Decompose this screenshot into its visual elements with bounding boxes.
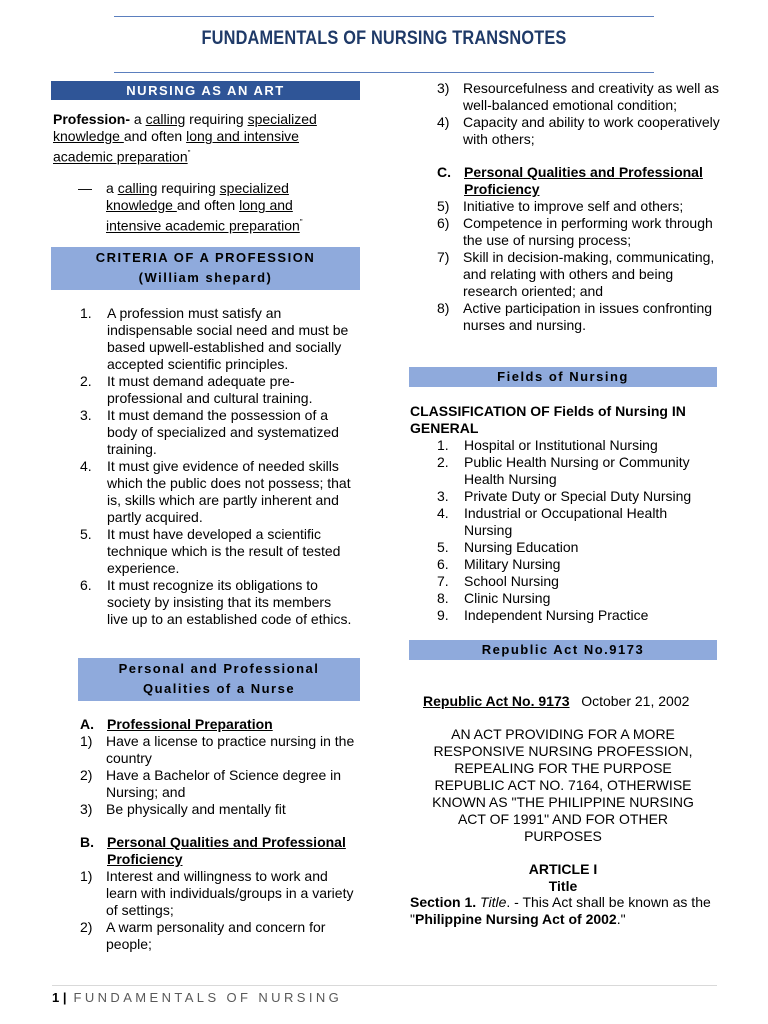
classification-heading: CLASSIFICATION OF Fields of Nursing IN GENERAL: [410, 403, 686, 436]
field-item: 8. Clinic Nursing: [437, 590, 551, 606]
ra-band: Republic Act No.9173: [409, 640, 717, 660]
quality-item: 5) Initiative to improve self and others;: [437, 198, 684, 214]
c-list: [409, 198, 721, 334]
nursing-art-band: NURSING AS AN ART: [51, 81, 360, 100]
field-item: 2. Public Health Nursing or Community Health Nursing: [437, 454, 690, 487]
ra-description: AN ACT PROVIDING FOR A MORE RESPONSIVE NURSING PROFESSION, REPEALING FOR THE PURPOSE REPUBLIC ACT NO. 7164, OTHERWISE KNOWN AS "THE PHILIPPINE NURSING ACT OF 1991" AND FOR OTHER PURPOSES: [432, 726, 694, 844]
ra-date: October 21, 2002: [581, 693, 690, 709]
footer-text: FUNDAMENTALS OF NURSING: [73, 990, 343, 1005]
criteria-item: 3. It must demand the possession of a body of specialized and systematized training.: [80, 407, 339, 457]
section-1: Section 1. Title. - This Act shall be known as the "Philippine Nursing Act of 2002.": [410, 894, 711, 927]
fields-list: [409, 437, 719, 624]
qualities-band: Personal and Professional Qualities of a Nurse: [78, 658, 360, 701]
section-b: B. Personal Qualities and Professional Proficiency 1) Interest and willingness to work and learn with individuals/groups in a variety of settings; 2) A warm personality and concern for people;: [52, 834, 362, 953]
criteria-item: 5. It must have developed a scientific technique which is the result of tested experience.: [80, 526, 341, 576]
field-item: 7. School Nursing: [437, 573, 559, 589]
field-item: 1. Hospital or Institutional Nursing: [437, 437, 658, 453]
field-item: 6. Military Nursing: [437, 556, 561, 572]
ra-name: Republic Act No. 9173: [423, 693, 570, 709]
prep-list: [52, 733, 362, 818]
dash-definition: — a calling requiring specialized knowledge and often long and intensive academic preparation": [78, 180, 303, 234]
criteria-item: 4. It must give evidence of needed skills which the public does not possess; that is, skills which are partly inherent and partly acquired.: [80, 458, 351, 525]
header-bottom-rule: [114, 72, 654, 73]
header-top-rule: [114, 16, 654, 17]
page-title: FUNDAMENTALS OF NURSING TRANSNOTES: [201, 28, 567, 49]
article-number: ARTICLE I: [528, 861, 598, 877]
criteria-item: 2. It must demand adequate pre-professional and cultural training.: [80, 373, 313, 406]
section-c-title: Personal Qualities and Professional Proficiency: [464, 164, 703, 197]
quality-item: 1) Interest and willingness to work and learn with individuals/groups in a variety of settings;: [80, 868, 354, 918]
footer-rule: [52, 985, 717, 986]
b-list: [52, 868, 362, 953]
ra-line: [423, 693, 723, 710]
dash-bullet: —: [78, 180, 92, 196]
prep-item: 2) Have a Bachelor of Science degree in Nursing; and: [80, 767, 342, 800]
section-c: C. Personal Qualities and Professional Proficiency 5) Initiative to improve self and others; 6) Competence in performing work through the use of nursing process; 7) Skill in decision-making, communicating, and relating with others and being research oriented; and 8) Active participation in issues confronting nurses and nursing.: [409, 164, 721, 334]
quality-item: 6) Competence in performing work through the use of nursing process;: [437, 215, 713, 248]
field-item: 9. Independent Nursing Practice: [437, 607, 649, 623]
prep-item: 3) Be physically and mentally fit: [80, 801, 286, 817]
continued-list: [409, 80, 721, 148]
criteria-list: [52, 305, 352, 628]
criteria-item: 1. A profession must satisfy an indispensable social need and must be based upwell-established and socially accepted scientific principles.: [80, 305, 349, 372]
field-item: 3. Private Duty or Special Duty Nursing: [437, 488, 692, 504]
profession-term: Profession-: [53, 111, 131, 127]
section-a-title: Professional Preparation: [107, 716, 273, 732]
criteria-band: CRITERIA OF A PROFESSION (William shepard): [51, 247, 360, 290]
section-a: A. Professional Preparation 1) Have a license to practice nursing in the country 2) Have a Bachelor of Science degree in Nursing; and 3) Be physically and mentally fit: [52, 716, 362, 818]
page-footer: [52, 989, 342, 1006]
quality-item: 7) Skill in decision-making, communicating, and relating with others and being research oriented; and: [437, 249, 715, 299]
section-b-title: Personal Qualities and Professional Proficiency: [107, 834, 346, 867]
quality-item: 3) Resourcefulness and creativity as well as well-balanced emotional condition;: [437, 80, 720, 113]
field-item: 4. Industrial or Occupational Health Nursing: [437, 505, 668, 538]
quality-item: 4) Capacity and ability to work cooperatively with others;: [437, 114, 720, 147]
criteria-item: 6. It must recognize its obligations to society by insisting that its members live up to an established code of ethics.: [80, 577, 352, 627]
quality-item: 8) Active participation in issues confronting nurses and nursing.: [437, 300, 713, 333]
profession-definition: Profession- a calling requiring specialized knowledge and often long and intensive academic preparation": [53, 111, 317, 165]
quality-item: 2) A warm personality and concern for people;: [80, 919, 326, 952]
field-item: 5. Nursing Education: [437, 539, 579, 555]
prep-item: 1) Have a license to practice nursing in the country: [80, 733, 355, 766]
fields-band: Fields of Nursing: [409, 367, 717, 387]
act-name: Philippine Nursing Act of 2002: [414, 911, 617, 927]
article-title: Title: [548, 878, 578, 894]
page-number: 1 |: [52, 990, 67, 1005]
